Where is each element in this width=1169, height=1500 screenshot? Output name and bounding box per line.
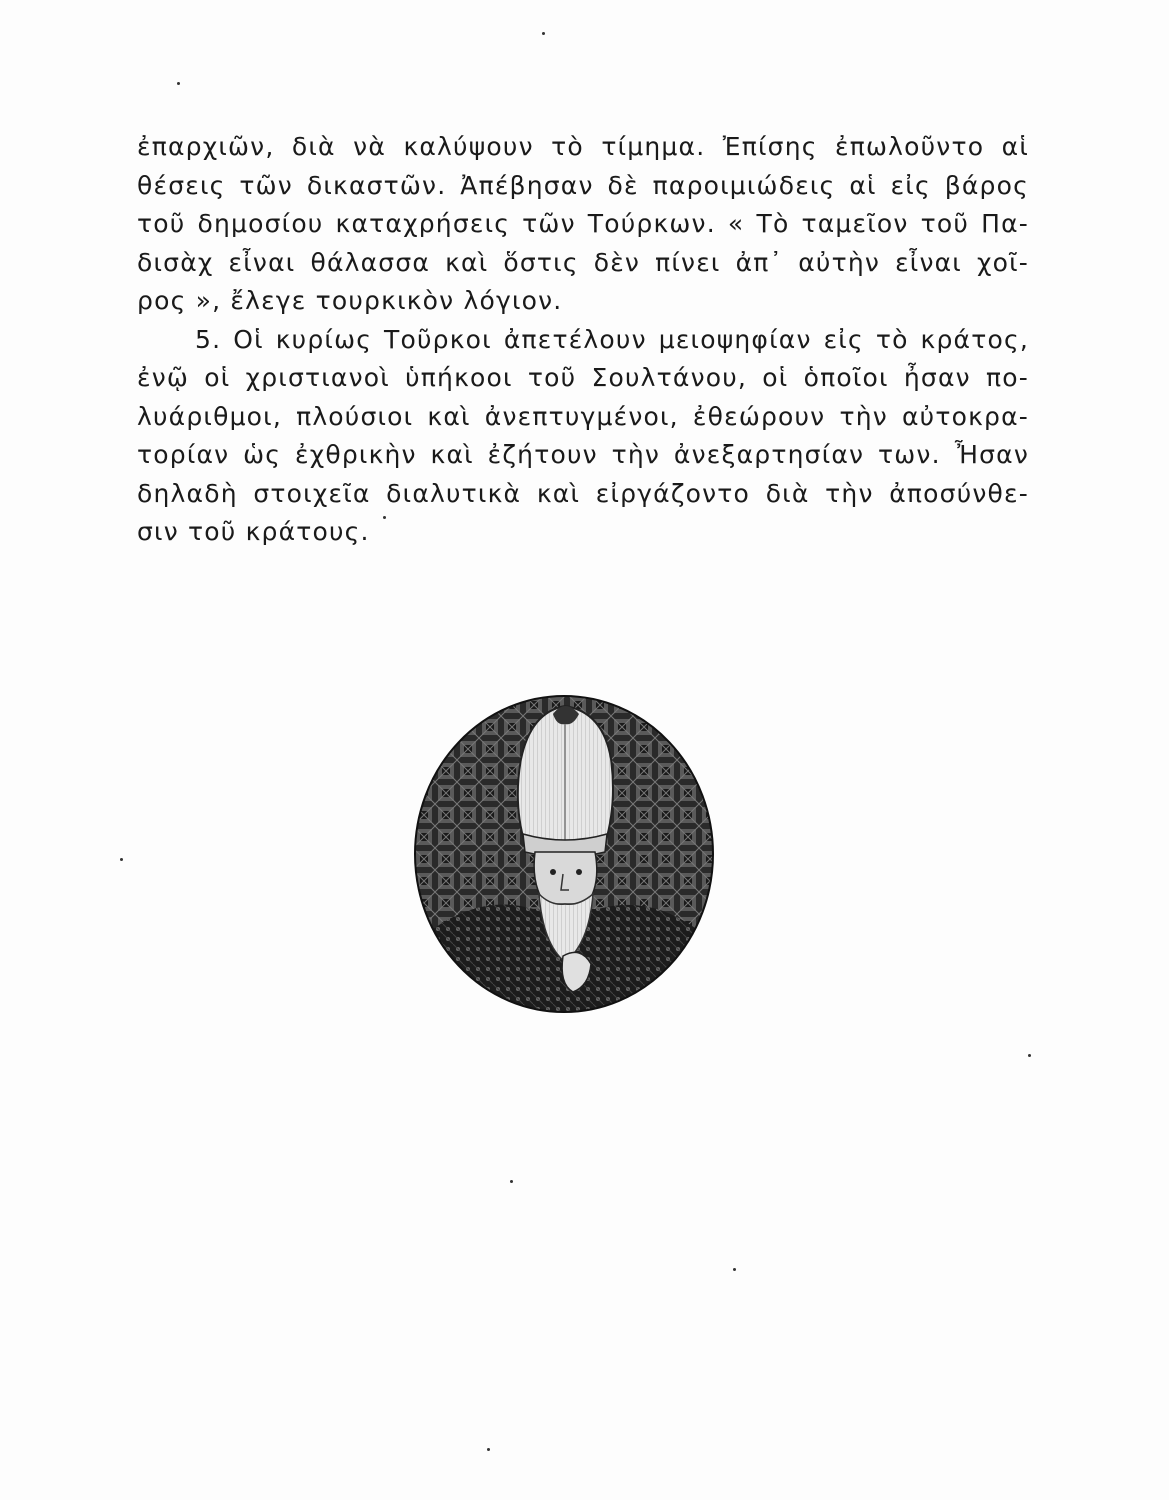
text-line-9: τορίαν ὡς ἐχθρικὴν καὶ ἐζήτουν τὴν ἀνεξαρτησίαν των. Ἦσαν bbox=[137, 440, 1029, 469]
text-line-6: 5. Οἱ κυρίως Τοῦρκοι ἀπετέλουν μειοψηφίαν εἰς τὸ κράτος, bbox=[195, 324, 1029, 354]
scan-speck bbox=[487, 1448, 490, 1451]
text-line-7: ἐνῷ οἱ χριστιανοὶ ὑπήκοοι τοῦ Σουλτάνου, οἱ ὁποῖοι ἦσαν πο- bbox=[137, 363, 1029, 392]
text-line-2: θέσεις τῶν δικαστῶν. Ἀπέβησαν δὲ παροιμιώδεις αἱ εἰς βάρος bbox=[137, 170, 1029, 200]
scan-speck bbox=[383, 516, 386, 519]
scan-speck bbox=[733, 1268, 736, 1271]
text-line-8: λυάριθμοι, πλούσιοι καὶ ἀνεπτυγμένοι, ἐθεώρουν τὴν αὐτοκρα- bbox=[137, 401, 1029, 431]
scan-speck bbox=[120, 858, 123, 861]
scan-speck bbox=[542, 32, 545, 35]
scan-speck bbox=[177, 82, 180, 85]
scan-speck bbox=[510, 1180, 513, 1183]
text-line-10: δηλαδὴ στοιχεῖα διαλυτικὰ καὶ εἰργάζοντο διὰ τὴν ἀποσύνθε- bbox=[137, 478, 1029, 508]
sultan-portrait-icon bbox=[413, 694, 715, 1014]
scan-speck bbox=[1028, 1054, 1031, 1057]
text-line-1: ἐπαρχιῶν, διὰ νὰ καλύψουν τὸ τίμημα. Ἐπίσης ἐπωλοῦντο αἱ bbox=[137, 132, 1029, 161]
body-text bbox=[137, 128, 1029, 552]
text-line-5: ρος », ἔλεγε τουρκικὸν λόγιον. bbox=[137, 286, 563, 315]
text-line-11: σιν τοῦ κράτους. bbox=[137, 517, 370, 546]
text-line-3: τοῦ δημοσίου καταχρήσεις τῶν Τούρκων. « Τὸ ταμεῖον τοῦ Πα- bbox=[137, 209, 1029, 238]
text-line-4: δισὰχ εἶναι θάλασσα καὶ ὅστις δὲν πίνει ἀπ᾽ αὐτὴν εἶναι χοῖ- bbox=[137, 247, 1029, 277]
